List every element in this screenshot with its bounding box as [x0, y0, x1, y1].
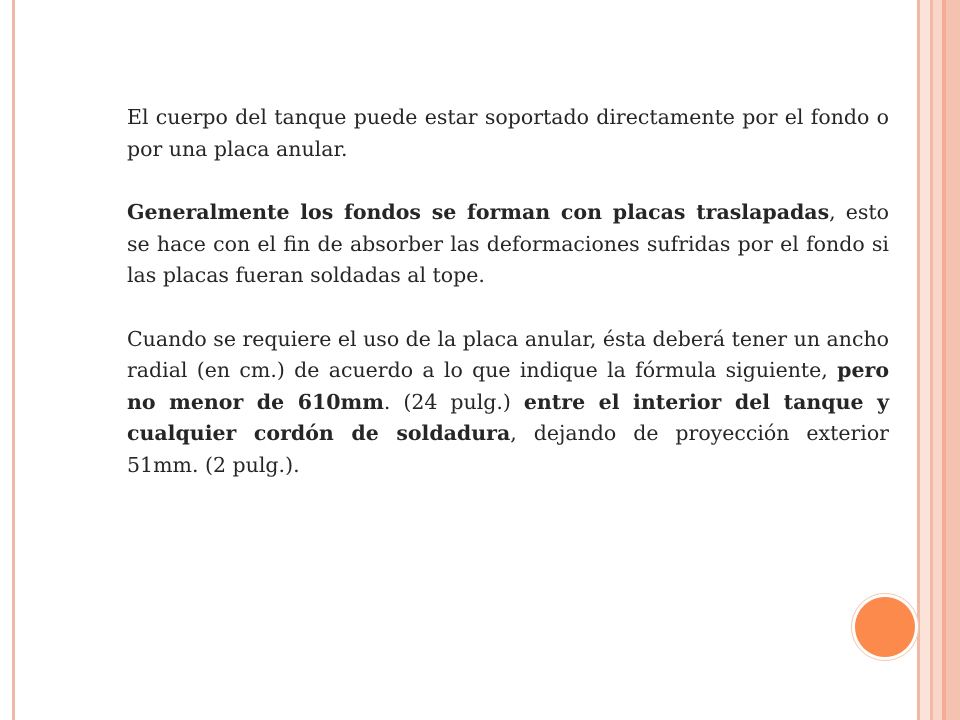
paragraph-3-bold-2: entre el interior del tanque y cualquier cordón de soldadura: [127, 389, 890, 445]
paragraph-2: [127, 197, 889, 292]
right-stripe-1: [920, 0, 930, 720]
paragraph-3-part-2: . (24 pulg.): [383, 389, 524, 414]
right-stripe-3: [946, 0, 960, 720]
paragraph-3-part-3: , dejando de proyección exterior 51mm. (2 pulg.).: [127, 421, 889, 477]
paragraph-2-bold-lead: Generalmente los fondos se forman con placas traslapadas: [127, 200, 830, 224]
paragraph-3-part-1: Cuando se requiere el uso de la placa anular, ésta deberá tener un ancho radial (en cm.) de acuerdo a lo que indique la fórmula siguiente,: [127, 326, 889, 382]
paragraph-3: [127, 324, 889, 482]
right-stripe-2: [933, 0, 942, 720]
paragraph-2-rest: , esto se hace con el fin de absorber las deformaciones sufridas por el fondo si las placas fueran soldadas al tope.: [127, 200, 890, 287]
accent-circle: [855, 597, 915, 657]
paragraph-1: [127, 102, 889, 165]
left-frame-line: [12, 0, 15, 720]
slide-body: [127, 102, 889, 513]
paragraph-3-bold-1: pero no menor de 610mm: [127, 358, 889, 414]
paragraph-1-text: El cuerpo del tanque puede estar soportado directamente por el fondo o por una placa anular.: [127, 105, 889, 161]
